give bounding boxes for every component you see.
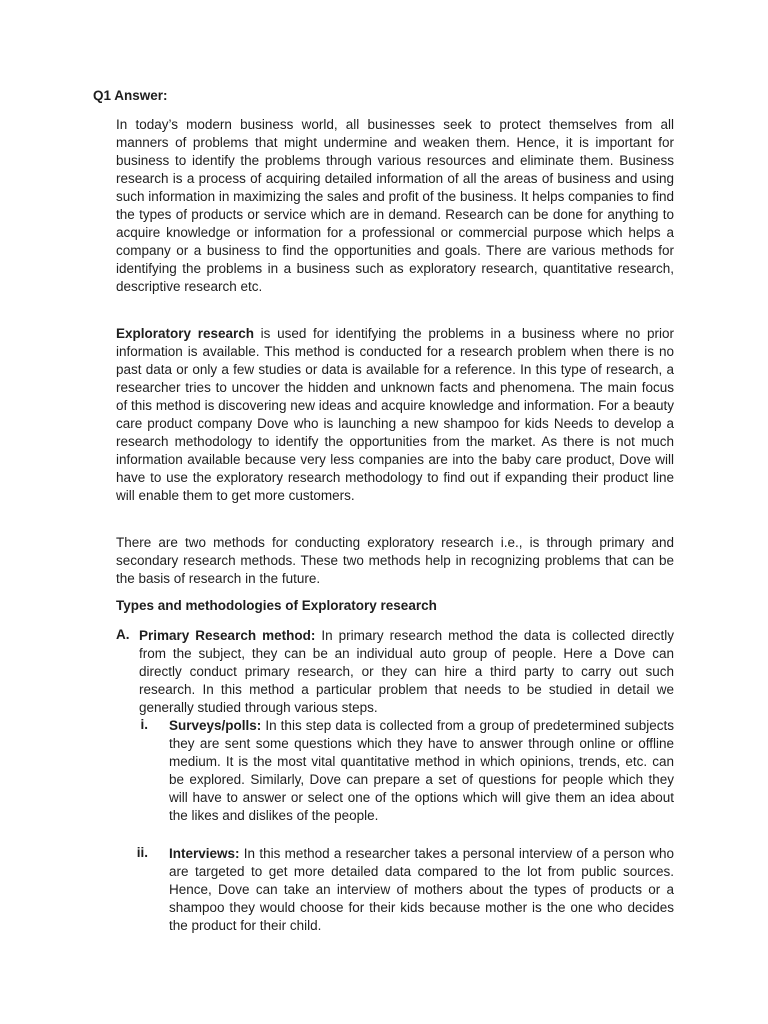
list-marker-ii: ii.: [136, 845, 148, 860]
section-title: Types and methodologies of Exploratory research: [116, 598, 437, 613]
primary-research-body: In primary research method the data is collected directly from the subject, they can be an individual auto group of people. Here a Dove can directly conduct primary research, or they can hire a third party to carry out such research. In this method a particular problem that needs to be studied in detail we generally studied through various steps.: [139, 628, 674, 715]
primary-research-item: [139, 627, 674, 717]
list-marker-a: A.: [116, 627, 130, 642]
surveys-body: In this step data is collected from a group of predetermined subjects they are sent some questions which they have to answer through online or offline medium. It is the most vital quantitative method in which opinions, trends, etc. can be explored. Similarly, Dove can prepare a set of questions for people which they will have to answer or select one of the options which will give them an idea about the likes and dislikes of the people.: [169, 718, 674, 823]
interviews-body: In this method a researcher takes a personal interview of a person who are targeted to get more detailed data compared to the lot from public sources. Hence, Dove can take an interview of mothers about the types of products or a shampoo they would choose for their kids because mother is the one who decides the product for their child.: [169, 846, 674, 933]
intro-paragraph: In today’s modern business world, all businesses seek to protect themselves from all manners of problems that might undermine and weaken them. Hence, it is important for business to identify the problems through various resources and eliminate them. Business research is a process of acquiring detailed information of all the areas of business and using such information in maximizing the sales and profit of the business. It helps companies to find the types of products or service which are in demand. Research can be done for anything to acquire knowledge or information for a professional or commercial purpose which helps a company or a business to find the opportunities and goals. There are various methods for identifying the problems in a business such as exploratory research, quantitative research, descriptive research etc.: [116, 117, 674, 294]
methods-paragraph: There are two methods for conducting exploratory research i.e., is through primary and secondary research methods. These two methods help in recognizing problems that can be the basis of research in the future.: [116, 535, 674, 586]
list-marker-i: i.: [140, 717, 148, 732]
exploratory-paragraph: [116, 325, 674, 505]
surveys-item: [169, 717, 674, 825]
answer-heading: Q1 Answer:: [93, 88, 168, 103]
surveys-term: Surveys/polls:: [169, 718, 262, 733]
primary-research-term: Primary Research method:: [139, 628, 316, 643]
interviews-term: Interviews:: [169, 846, 240, 861]
exploratory-term: Exploratory research: [116, 326, 254, 341]
interviews-item: [169, 845, 674, 935]
exploratory-body: is used for identifying the problems in a business where no prior information is available. This method is conducted for a research problem when there is no past data or only a few studies or data is available for a reference. In this type of research, a researcher tries to uncover the hidden and unknown facts and phenomena. The main focus of this method is discovering new ideas and acquire knowledge and information. For a beauty care product company Dove who is launching a new shampoo for kids Needs to develop a research methodology to identify the opportunities from the market. As there is not much information available because very less companies are into the baby care product, Dove will have to use the exploratory research methodology to find out if expanding their product line will enable them to get more customers.: [116, 326, 674, 503]
